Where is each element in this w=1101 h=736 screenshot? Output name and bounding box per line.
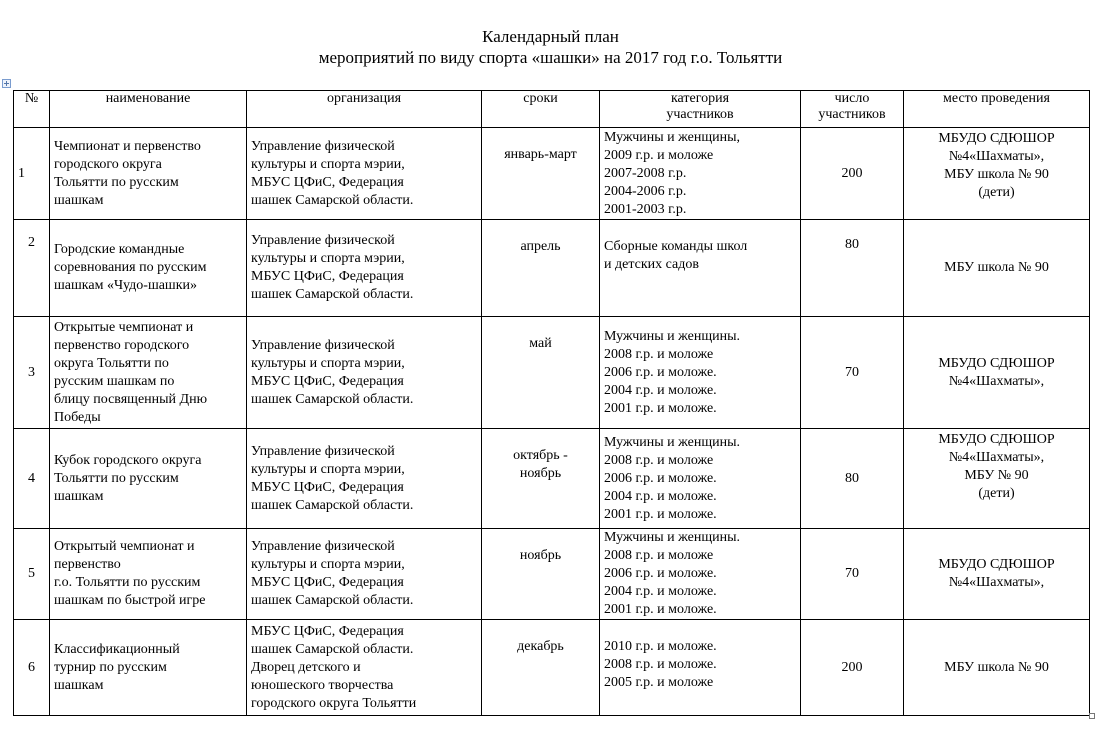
name-line: шашкам	[54, 677, 104, 693]
cell-dates	[482, 317, 600, 429]
name-line: шашкам «Чудо-шашки»	[54, 278, 198, 293]
venue-line: МБУ школа № 90	[944, 659, 1049, 675]
name-line: Победы	[54, 409, 101, 425]
category-line: 2001-2003 г.р.	[604, 201, 687, 217]
category-line: 2001 г.р. и моложе.	[604, 400, 717, 416]
table-row	[14, 620, 1090, 716]
category-line: Сборные команды школ	[604, 239, 748, 254]
cell-org	[247, 317, 482, 429]
venue-line: №4«Шахматы»,	[948, 373, 1045, 389]
cell-count: 70	[801, 529, 904, 620]
org-line: шашек Самарской области.	[251, 497, 414, 513]
venue-line: №4«Шахматы»,	[948, 149, 1045, 164]
header-org: организация	[247, 91, 482, 128]
cell-dates	[482, 529, 600, 620]
cell-org	[247, 220, 482, 317]
category-line: 2005 г.р. и моложе	[604, 675, 714, 690]
title-line-2: мероприятий по виду спорта «шашки» на 2017 год г.о. Тольятти	[318, 48, 783, 67]
category-line: 2001 г.р. и моложе.	[604, 602, 717, 617]
header-dates: сроки	[482, 91, 600, 128]
table-resize-handle[interactable]	[1089, 713, 1095, 719]
cell-category	[600, 317, 801, 429]
dates-line: декабрь	[517, 639, 564, 654]
cell-name	[50, 128, 247, 220]
name-line: Чемпионат и первенство	[54, 138, 201, 154]
category-line: 2001 г.р. и моложе.	[604, 506, 717, 522]
dates-line: ноябрь	[519, 548, 562, 563]
category-line: 2009 г.р. и моложе	[604, 147, 714, 163]
org-line: культуры и спорта мэрии,	[251, 156, 405, 172]
category-line: 2008 г.р. и моложе	[604, 452, 714, 468]
cell-org	[247, 620, 482, 716]
org-line: Управление физической	[251, 337, 395, 353]
org-line: Дворец детского и	[251, 659, 361, 675]
events-table	[13, 90, 1090, 716]
cell-category	[600, 529, 801, 620]
org-line: МБУС ЦФиС, Федерация	[251, 623, 404, 639]
name-line: блицу посвященный Дню	[54, 391, 208, 407]
cell-name	[50, 220, 247, 317]
org-line: Управление физической	[251, 539, 395, 554]
category-line: 2010 г.р. и моложе.	[604, 639, 717, 654]
cell-dates	[482, 128, 600, 220]
cell-org	[247, 128, 482, 220]
cell-count: 200	[801, 128, 904, 220]
org-line: МБУС ЦФиС, Федерация	[251, 373, 404, 389]
org-line: культуры и спорта мэрии,	[251, 461, 405, 477]
venue-line: (дети)	[978, 185, 1015, 200]
header-category-line-2: участников	[666, 107, 734, 122]
header-name: наименование	[50, 91, 247, 128]
venue-line: МБУ № 90	[964, 468, 1029, 483]
venue-line: МБУДО СДЮШОР	[938, 557, 1055, 572]
cell-num: 1	[14, 128, 50, 220]
org-line: культуры и спорта мэрии,	[251, 355, 405, 371]
name-line: первенство	[54, 557, 121, 572]
cell-category	[600, 220, 801, 317]
header-count	[801, 91, 904, 128]
venue-line: №4«Шахматы»,	[948, 450, 1045, 465]
venue-line: МБУДО СДЮШОР	[938, 432, 1055, 447]
table-row	[14, 429, 1090, 529]
org-line: Управление физической	[251, 443, 395, 459]
table-row	[14, 317, 1090, 429]
category-line: 2008 г.р. и моложе.	[604, 657, 717, 672]
cell-num: 3	[14, 317, 50, 429]
dates-line: ноябрь	[519, 466, 562, 481]
dates-line: май	[529, 336, 552, 351]
venue-line: (дети)	[978, 486, 1015, 501]
name-line: округа Тольятти по	[54, 355, 169, 371]
name-line: Открытый чемпионат и	[54, 539, 195, 554]
cell-name	[50, 529, 247, 620]
cell-num: 4	[14, 429, 50, 529]
name-line: Кубок городского округа	[54, 452, 202, 468]
header-count-line-1: число	[834, 91, 870, 106]
name-line: турнир по русским	[54, 659, 167, 675]
cell-dates	[482, 620, 600, 716]
cell-count: 200	[801, 620, 904, 716]
name-line: соревнования по русским	[54, 260, 207, 275]
category-line: Мужчины и женщины.	[604, 530, 741, 545]
table-row	[14, 220, 1090, 317]
cell-venue	[904, 620, 1090, 716]
category-line: 2008 г.р. и моложе	[604, 548, 714, 563]
name-line: русским шашкам по	[54, 373, 175, 389]
cell-category	[600, 128, 801, 220]
cell-venue	[904, 128, 1090, 220]
name-line: городского округа	[54, 156, 162, 172]
venue-line: МБУДО СДЮШОР	[938, 355, 1055, 371]
category-line: 2004 г.р. и моложе.	[604, 488, 717, 504]
name-line: г.о. Тольятти по русским	[54, 575, 201, 590]
header-category	[600, 91, 801, 128]
category-line: 2006 г.р. и моложе.	[604, 566, 717, 581]
table-row	[14, 128, 1090, 220]
dates-line: январь-март	[504, 147, 577, 162]
cell-count: 80	[801, 220, 904, 317]
name-line: шашкам	[54, 192, 104, 208]
cell-count: 70	[801, 317, 904, 429]
org-line: Управление физической	[251, 233, 395, 248]
org-line: шашек Самарской области.	[251, 391, 414, 407]
org-line: шашек Самарской области.	[251, 192, 414, 208]
org-line: городского округа Тольятти	[251, 695, 417, 711]
category-line: Мужчины и женщины.	[604, 434, 741, 450]
header-count-line-2: участников	[818, 107, 886, 122]
header-num: №	[14, 91, 50, 128]
cell-name	[50, 317, 247, 429]
org-line: МБУС ЦФиС, Федерация	[251, 174, 404, 190]
name-line: Городские командные	[54, 242, 185, 257]
cell-name	[50, 620, 247, 716]
cell-org	[247, 529, 482, 620]
org-line: юношеского творчества	[251, 677, 394, 693]
org-line: МБУС ЦФиС, Федерация	[251, 479, 404, 495]
cell-venue	[904, 529, 1090, 620]
cell-dates	[482, 220, 600, 317]
cell-num: 2	[14, 220, 50, 317]
category-line: 2008 г.р. и моложе	[604, 346, 714, 362]
venue-line: МБУДО СДЮШОР	[938, 131, 1055, 146]
venue-line: МБУ школа № 90	[944, 167, 1049, 182]
category-line: Мужчины и женщины,	[604, 129, 741, 145]
cell-name	[50, 429, 247, 529]
title-line-1: Календарный план	[482, 27, 619, 46]
document-title	[0, 26, 1101, 68]
org-line: шашек Самарской области.	[251, 287, 414, 302]
org-line: культуры и спорта мэрии,	[251, 251, 405, 266]
name-line: первенство городского	[54, 337, 190, 353]
table-row	[14, 529, 1090, 620]
name-line: Классификационный	[54, 641, 180, 657]
name-line: Открытые чемпионат и	[54, 319, 194, 335]
venue-line: №4«Шахматы»,	[948, 575, 1045, 590]
cell-num: 6	[14, 620, 50, 716]
org-line: МБУС ЦФиС, Федерация	[251, 575, 404, 590]
venue-line: МБУ школа № 90	[944, 260, 1049, 275]
category-line: 2006 г.р. и моложе.	[604, 470, 717, 486]
header-venue: место проведения	[904, 91, 1090, 128]
table-move-handle-icon[interactable]	[2, 79, 11, 88]
cell-category	[600, 620, 801, 716]
cell-count: 80	[801, 429, 904, 529]
cell-venue	[904, 429, 1090, 529]
name-line: Тольятти по русским	[54, 470, 179, 486]
category-line: 2004-2006 г.р.	[604, 183, 687, 199]
cell-dates	[482, 429, 600, 529]
name-line: Тольятти по русским	[54, 174, 179, 190]
org-line: Управление физической	[251, 138, 395, 154]
name-line: шашкам	[54, 488, 104, 504]
cell-org	[247, 429, 482, 529]
dates-line: октябрь -	[513, 448, 568, 463]
category-line: 2006 г.р. и моложе.	[604, 364, 717, 380]
category-line: и детских садов	[604, 257, 699, 272]
cell-venue	[904, 317, 1090, 429]
header-category-line-1: категория	[670, 91, 730, 106]
category-line: 2004 г.р. и моложе.	[604, 584, 717, 599]
dates-line: апрель	[520, 239, 561, 254]
org-line: МБУС ЦФиС, Федерация	[251, 269, 404, 284]
cell-num: 5	[14, 529, 50, 620]
name-line: шашкам по быстрой игре	[54, 593, 206, 608]
org-line: шашек Самарской области.	[251, 641, 414, 657]
category-line: 2004 г.р. и моложе.	[604, 382, 717, 398]
org-line: шашек Самарской области.	[251, 593, 414, 608]
category-line: 2007-2008 г.р.	[604, 165, 687, 181]
category-line: Мужчины и женщины.	[604, 328, 741, 344]
cell-category	[600, 429, 801, 529]
cell-venue	[904, 220, 1090, 317]
table-header-row	[14, 91, 1090, 128]
org-line: культуры и спорта мэрии,	[251, 557, 405, 572]
